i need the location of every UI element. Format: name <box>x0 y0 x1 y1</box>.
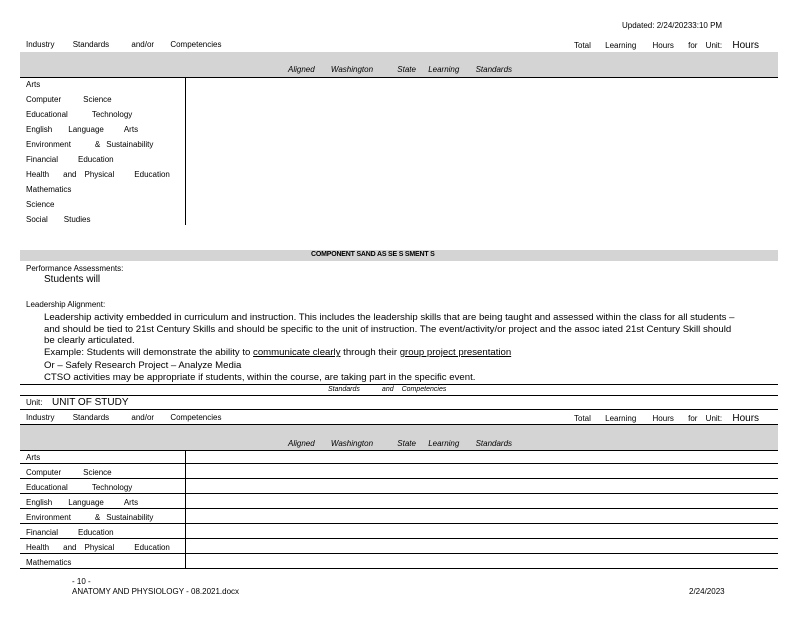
example-text: through their <box>340 347 400 358</box>
subject-arts: Arts <box>26 80 41 89</box>
column-divider <box>185 77 186 225</box>
header-word: and/or <box>131 40 155 49</box>
header-word: Unit: <box>705 41 723 50</box>
subject-health-physical-education: Health and Physical Education <box>26 170 170 179</box>
subject-financial-education: Financial Education <box>26 528 114 537</box>
divider <box>20 77 778 78</box>
leadership-paragraph <box>44 312 774 347</box>
subject-science: Science <box>26 200 55 209</box>
subject-arts: Arts <box>26 453 41 462</box>
divider <box>20 409 778 410</box>
header-word: Aligned <box>288 65 315 74</box>
aligned-standards-header: Aligned Washington State Learning Standards <box>288 439 513 448</box>
table-row-line <box>20 508 778 509</box>
divider <box>20 395 778 396</box>
subject-mathematics: Mathematics <box>26 558 72 567</box>
components-title: COMPONENT SAND AS SE S SMENT S <box>311 251 435 258</box>
table-row-line <box>20 493 778 494</box>
table-row-line <box>20 568 778 569</box>
header-word: Standards <box>72 40 110 49</box>
table-row-line <box>20 523 778 524</box>
subject-social-studies: Social Studies <box>26 215 91 224</box>
header-word: Learning <box>428 65 460 74</box>
subject-health-physical-education: Health and Physical Education <box>26 543 170 552</box>
unit-value: UNIT OF STUDY <box>52 397 129 408</box>
header-word: Hours <box>732 40 760 51</box>
table-row-line <box>20 553 778 554</box>
total-hours-header <box>574 40 759 51</box>
example-underlined: group project presentation <box>399 347 512 358</box>
industry-header <box>26 40 221 49</box>
or-line: Or – Safely Research Project – Analyze Media <box>44 360 242 371</box>
header-word: Competencies <box>170 40 222 49</box>
leadership-line-1: Leadership activity embedded in curriculum and instruction. This includes the leadership skills that are being taught and assessed within the class for all students – <box>44 312 735 323</box>
subject-educational-technology: Educational Technology <box>26 110 133 119</box>
subject-mathematics: Mathematics <box>26 185 72 194</box>
example-text: Example: Students will demonstrate the ability to <box>44 347 254 358</box>
header-word: Learning <box>605 41 637 50</box>
subject-computer-science: Computer Science <box>26 468 112 477</box>
subject-environment-sustainability: Environment & Sustainability <box>26 140 154 149</box>
aligned-standards-header <box>288 65 512 74</box>
subject-english-language-arts: English Language Arts <box>26 498 139 507</box>
header-word: Industry <box>26 40 55 49</box>
document-name: ANATOMY AND PHYSIOLOGY - 08.2021.docx <box>72 587 240 596</box>
performance-label: Performance Assessments: <box>26 264 124 273</box>
divider <box>20 384 778 385</box>
subject-environment-sustainability: Environment & Sustainability <box>26 513 154 522</box>
subject-english-language-arts: English Language Arts <box>26 125 139 134</box>
subject-educational-technology: Educational Technology <box>26 483 133 492</box>
header-word: Washington <box>330 65 374 74</box>
table-row-line <box>20 450 778 451</box>
leadership-line-3: be clearly articulated. <box>44 335 135 346</box>
header-word: Hours <box>652 41 674 50</box>
header-word: Total <box>574 41 591 50</box>
footer-date: 2/24/2023 <box>689 587 725 596</box>
ctso-line: CTSO activities may be appropriate if students, within the course, are taking part in the specific event. <box>44 372 476 383</box>
subject-financial-education: Financial Education <box>26 155 114 164</box>
industry-header: Industry Standards and/or Competencies <box>26 413 222 422</box>
total-hours-header: Total Learning Hours for Unit: Hours <box>574 413 760 424</box>
example-underlined: communicate clearly <box>253 347 341 358</box>
performance-item: Students will <box>44 274 101 285</box>
leadership-line-2: and should be tied to 21st Century Skills and should be specific to the unit of instruction. The event/activity/or project and the assoc iated 21st Century Skill should <box>44 323 732 335</box>
standards-caption: Standards and Competencies <box>328 386 447 393</box>
table-row-line <box>20 538 778 539</box>
updated-stamp: Updated: 2/24/20233:10 PM <box>622 21 723 30</box>
table-row-line <box>20 478 778 479</box>
header-word: for <box>688 41 698 50</box>
header-word: Standards <box>475 65 513 74</box>
example-line <box>44 347 511 358</box>
unit-label: Unit: <box>26 398 43 407</box>
header-word: State <box>397 65 416 74</box>
leadership-label: Leadership Alignment: <box>26 300 106 309</box>
page-number: - 10 - <box>72 577 91 586</box>
subject-computer-science: Computer Science <box>26 95 112 104</box>
column-divider <box>185 450 186 568</box>
table-row-line <box>20 463 778 464</box>
